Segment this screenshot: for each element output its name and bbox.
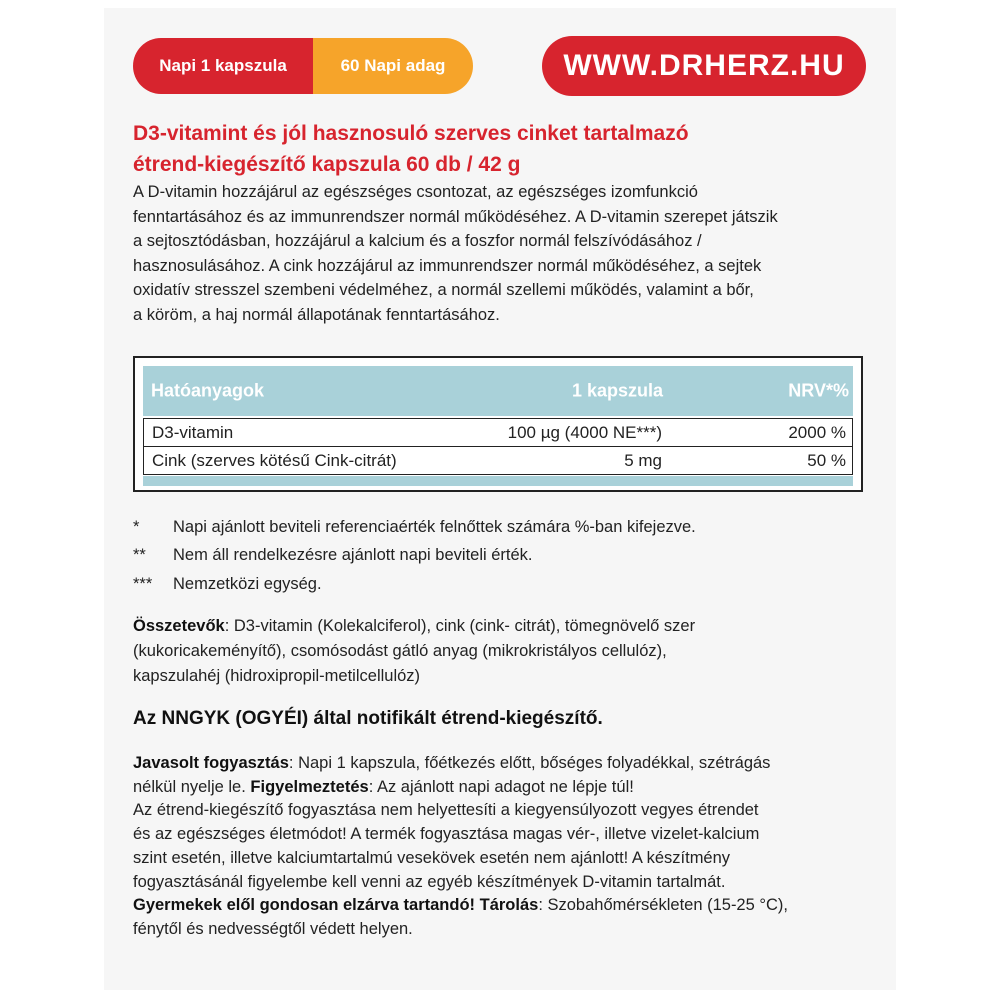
nutrition-table xyxy=(133,356,863,492)
row-ingredient: Cink (szerves kötésű Cink-citrát) xyxy=(152,450,397,470)
footnote-text: Nemzetközi egység. xyxy=(173,575,322,593)
footnote xyxy=(133,518,696,537)
header-per-capsule: 1 kapszula xyxy=(571,380,663,401)
product-title xyxy=(133,118,873,180)
usage-text: fogyasztásánál figyelembe kell venni az egyéb készítmények D-vitamin tartalmát. xyxy=(133,872,726,891)
row-nrv: 2000 % xyxy=(788,422,846,442)
footnote-text: Napi ajánlott beviteli referenciaérték felnőttek számára %-ban kifejezve. xyxy=(173,518,696,536)
product-title-line-1: D3-vitamint és jól hasznosuló szerves cinket tartalmazó xyxy=(133,122,689,145)
warning-label: Figyelmeztetés xyxy=(250,777,369,796)
row-amount: 100 µg (4000 NE***) xyxy=(507,422,662,442)
footnote-mark: *** xyxy=(133,575,153,593)
children-warning: Gyermekek elől gondosan elzárva tartandó! xyxy=(133,896,476,915)
usage-section xyxy=(133,752,873,942)
intro-line: a köröm, a haj normál állapotának fenntartásához. xyxy=(133,305,500,324)
daily-dose-badge: Napi 1 kapszula xyxy=(133,38,313,94)
footnote-mark: ** xyxy=(133,546,146,564)
usage-text: Az étrend-kiegészítő fogyasztása nem helyettesíti a kiegyensúlyozott vegyes étrendet xyxy=(133,801,759,820)
ingredients-text: (kukoricakeményítő), csomósodást gátló anyag (mikrokristályos cellulóz), xyxy=(133,642,667,660)
product-title-line-2: étrend-kiegészítő kapszula 60 db / 42 g xyxy=(133,153,521,176)
footnote-mark: * xyxy=(133,518,140,536)
warning-text: : Az ajánlott napi adagot ne lépje túl! xyxy=(368,777,634,796)
ingredients-text: : D3-vitamin (Kolekalciferol), cink (cink- citrát), tömegnövelő szer xyxy=(224,617,696,635)
usage-text: szint esetén, illetve kalciumtartalmú vesekövek esetén nem ajánlott! A készítmény xyxy=(133,848,731,867)
intro-paragraph xyxy=(133,180,873,327)
footnote xyxy=(133,575,322,594)
row-nrv: 50 % xyxy=(807,450,846,470)
table-footer-band xyxy=(143,476,853,486)
row-amount: 5 mg xyxy=(624,450,662,470)
website-link[interactable]: WWW.DRHERZ.HU xyxy=(542,36,866,96)
usage-text: nélkül nyelje le. xyxy=(133,777,251,796)
footnote-text: Nem áll rendelkezésre ajánlott napi beviteli érték. xyxy=(173,546,533,564)
table-header xyxy=(143,366,853,416)
storage-label: Tárolás xyxy=(479,896,539,915)
ingredients-section xyxy=(133,614,873,689)
storage-text: : Szobahőmérsékleten (15-25 °C), xyxy=(538,896,788,915)
usage-label: Javasolt fogyasztás xyxy=(133,754,289,772)
intro-line: oxidatív stresszel szembeni védelméhez, a normál szellemi működés, valamint a bőr, xyxy=(133,281,754,299)
intro-line: hasznosulásához. A cink hozzájárul az immunrendszer normál működéséhez, a sejtek xyxy=(133,256,762,275)
usage-text: fénytől és nedvességtől védett helyen. xyxy=(133,919,413,938)
ingredients-label: Összetevők xyxy=(133,617,225,635)
header-active-ingredients: Hatóanyagok xyxy=(151,380,265,401)
table-row xyxy=(143,418,853,447)
servings-badge: 60 Napi adag xyxy=(313,38,473,94)
usage-text: és az egészséges életmódot! A termék fogyasztása magas vér-, illetve vizelet-kalcium xyxy=(133,825,760,844)
footnote xyxy=(133,546,533,565)
notification-statement: Az NNGYK (OGYÉI) által notifikált étrend-kiegészítő. xyxy=(133,708,603,729)
row-ingredient: D3-vitamin xyxy=(152,422,234,442)
intro-line: a sejtosztódásban, hozzájárul a kalcium és a foszfor normál felszívódásához / xyxy=(133,232,702,250)
intro-line: A D-vitamin hozzájárul az egészséges csontozat, az egészséges izomfunkció xyxy=(133,183,698,201)
usage-text: : Napi 1 kapszula, főétkezés előtt, bőséges folyadékkal, szétrágás xyxy=(288,754,771,772)
table-row xyxy=(143,446,853,475)
header-nrv: NRV*% xyxy=(788,380,849,401)
ingredients-text: kapszulahéj (hidroxipropil-metilcellulóz) xyxy=(133,667,421,685)
intro-line: fenntartásához és az immunrendszer normál működéséhez. A D-vitamin szerepet játszik xyxy=(133,207,778,226)
